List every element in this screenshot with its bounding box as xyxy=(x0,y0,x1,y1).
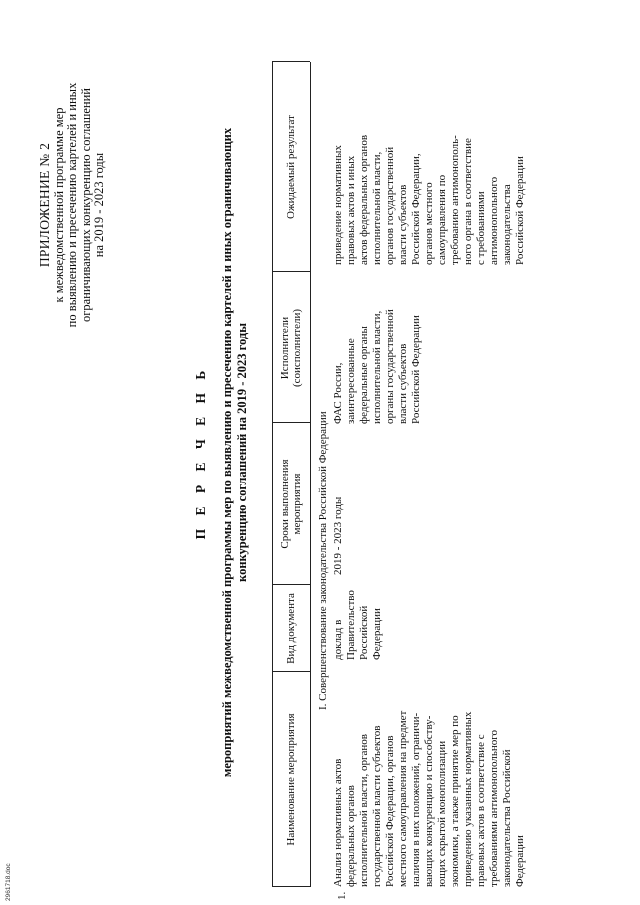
file-name-footer: 2961718.doc xyxy=(5,863,12,901)
appendix-title: ПРИЛОЖЕНИЕ № 2 xyxy=(37,142,52,268)
header-name: Наименование мероприятия xyxy=(285,713,297,846)
appendix-line: по выявлению и пресечению картелей и иных xyxy=(65,82,79,328)
table-header-bottom-border xyxy=(310,62,311,887)
appendix-block xyxy=(38,25,107,385)
document-subtitle-line: конкуренцию соглашений на 2019 - 2023 годы xyxy=(235,323,249,582)
section-title: I. Совершенствование законодательства Российской Федерации xyxy=(317,411,329,710)
row-executors: ФАС России, заинтересованные федеральные органы исполнительной власти, органы государственной власти субъектов Российской Федерации xyxy=(332,309,422,424)
appendix-line: ограничивающих конкуренцию соглашений xyxy=(78,88,93,323)
header-doc-type: Вид документа xyxy=(285,593,297,664)
header-result: Ожидаемый результат xyxy=(285,115,297,219)
appendix-line: на 2019 - 2023 годы xyxy=(92,152,106,258)
document-heading: П Е Р Е Ч Е Н Ь xyxy=(193,365,208,540)
document-subtitle-line: мероприятий межведомственной программы мер по выявлению и пресечению картелей и иных ограничивающих xyxy=(220,127,234,778)
table-column-divider xyxy=(272,422,310,423)
row-name: Анализ нормативных актов федеральных органов исполнительной власти, органов государственной власти субъектов Российской Федерации, органов местного самоуправления на предмет наличия в них положений, ограничи- вающих конкуренцию и способству- ющих скрытой монополизации экономики, а также принятие мер по приведению указанных нормативных правовых актов в соответствие с требованиями антимонопольного законодательства Российской Федерации xyxy=(332,710,526,887)
header-deadline: Сроки выполнения мероприятия xyxy=(279,459,303,549)
row-result: приведение нормативных правовых актов и иных актов федеральных органов исполнительной власти, органов государственной власти субъектов Российской Федерации, органов местного самоуправления по требованию антимонополь- ного органа в соответствие с требованиями антимонопольного законодательства Российской Федерации xyxy=(332,134,526,265)
appendix-line: к межведомственной программе мер xyxy=(51,107,66,303)
document-subtitle xyxy=(220,40,250,865)
row-number: 1. xyxy=(336,891,348,900)
row-doc-type: доклад в Правительство Российской Федерации xyxy=(332,590,383,660)
row-deadline: 2019 - 2023 годы xyxy=(332,496,344,575)
header-executors: Исполнители (соисполнители) xyxy=(279,308,303,388)
